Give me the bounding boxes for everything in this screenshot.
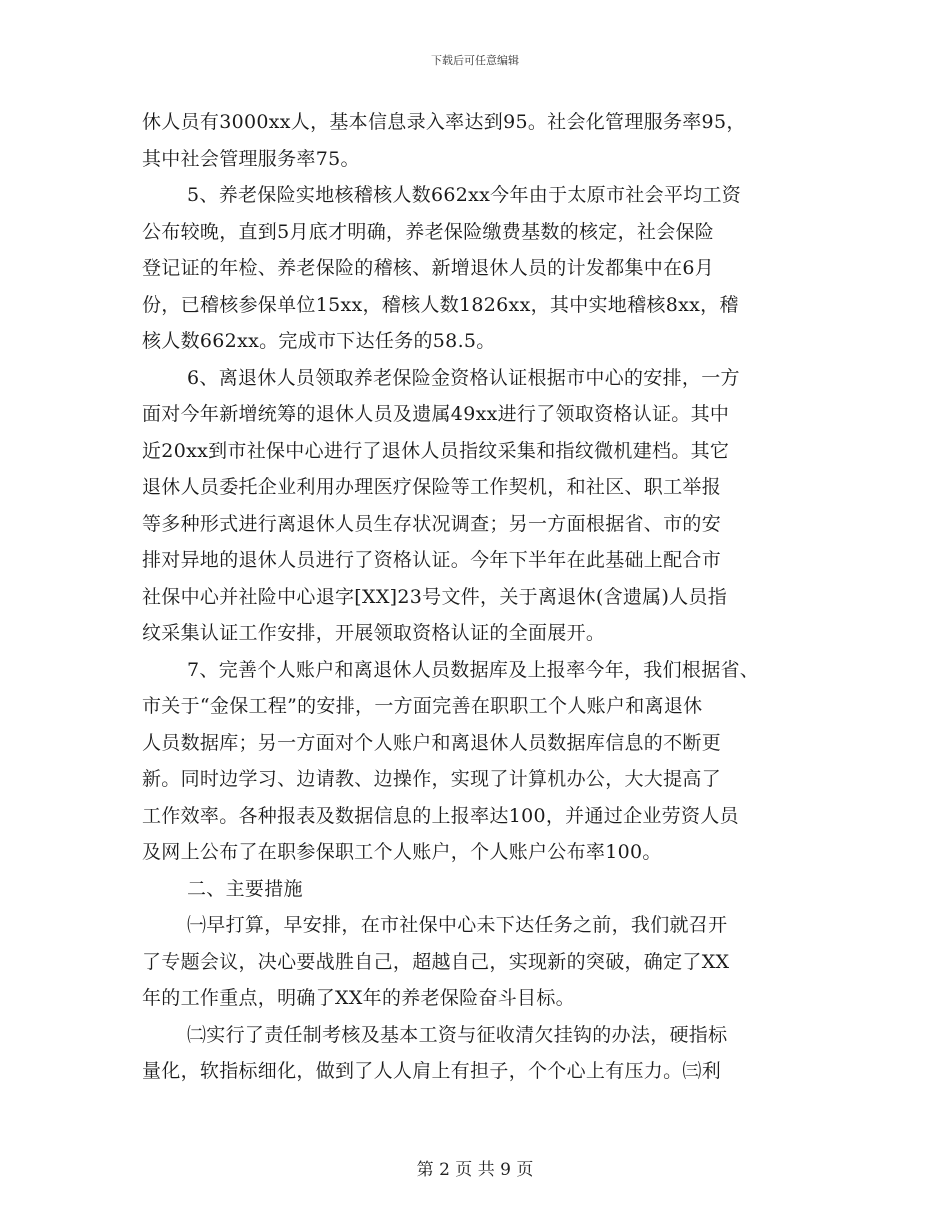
text-line: 公布较晚，直到5月底才明确，养老保险缴费基数的核定，社会保险 bbox=[142, 220, 715, 243]
text-line: 6、离退休人员领取养老保险金资格认证根据市中心的安排，一方 bbox=[187, 366, 740, 389]
text-line: 休人员有3000xx人，基本信息录入率达到95。社会化管理服务率95， bbox=[142, 111, 746, 133]
text-line: 新。同时边学习、边请教、边操作，实现了计算机办公，大大提高了 bbox=[142, 768, 722, 790]
text-line: 退休人员委托企业利用办理医疗保险等工作契机，和社区、职工举报 bbox=[142, 476, 722, 498]
text-line: 人员数据库；另一方面对个人账户和离退休人员数据库信息的不断更 bbox=[142, 731, 722, 754]
text-line: ㈠早打算，早安排，在市社保中心未下达任务之前，我们就召开 bbox=[187, 914, 728, 936]
text-line: 份，已稽核参保单位15xx，稽核人数1826xx，其中实地稽核8xx，稽 bbox=[142, 293, 739, 316]
page-header: 下载后可任意编辑 bbox=[431, 54, 519, 67]
text-line: 7、完善个人账户和离退休人员数据库及上报率今年，我们根据省、 bbox=[187, 658, 760, 681]
text-line: 核人数662xx。完成市下达任务的58.5。 bbox=[142, 330, 496, 352]
text-line: 工作效率。各种报表及数据信息的上报率达100，并通过企业劳资人员 bbox=[142, 804, 739, 827]
text-line: 及网上公布了在职参保职工个人账户，个人账户公布率100。 bbox=[142, 841, 662, 863]
document-body bbox=[142, 104, 812, 1090]
text-line: 近20xx到市社保中心进行了退休人员指纹采集和指纹微机建档。其它 bbox=[142, 439, 730, 462]
text-line: 面对今年新增统筹的退休人员及遗属49xx进行了领取资格认证。其中 bbox=[142, 403, 730, 425]
text-line: ㈡实行了责任制考核及基本工资与征收清欠挂钩的办法，硬指标 bbox=[187, 1023, 728, 1046]
text-line: 登记证的年检、养老保险的稽核、新增退休人员的计发都集中在6月 bbox=[142, 257, 715, 279]
page-footer: 第 2 页 共 9 页 bbox=[416, 1160, 534, 1180]
text-line: 社保中心并社险中心退字[XX]23号文件，关于离退休(含遗属)人员指 bbox=[142, 585, 728, 608]
text-line: 年的工作重点，明确了XX年的养老保险奋斗目标。 bbox=[142, 987, 575, 1009]
text-line: 5、养老保险实地核稽核人数662xx今年由于太原市社会平均工资 bbox=[187, 184, 742, 206]
text-line: 量化，软指标细化，做到了人人肩上有担子，个个心上有压力。㈢利 bbox=[142, 1060, 722, 1082]
text-line: 排对异地的退休人员进行了资格认证。今年下半年在此基础上配合市 bbox=[142, 549, 722, 571]
section-heading: 二、主要措施 bbox=[187, 877, 303, 900]
text-line: 市关于“金保工程”的安排，一方面完善在职职工个人账户和离退休 bbox=[142, 695, 703, 717]
text-line: 纹采集认证工作安排，开展领取资格认证的全面展开。 bbox=[142, 622, 606, 644]
text-line: 了专题会议，决心要战胜自己，超越自己，实现新的突破，确定了XX bbox=[142, 950, 730, 973]
text-line: 其中社会管理服务率75。 bbox=[142, 147, 360, 170]
text-line: 等多种形式进行离退休人员生存状况调查；另一方面根据省、市的安 bbox=[142, 512, 722, 535]
